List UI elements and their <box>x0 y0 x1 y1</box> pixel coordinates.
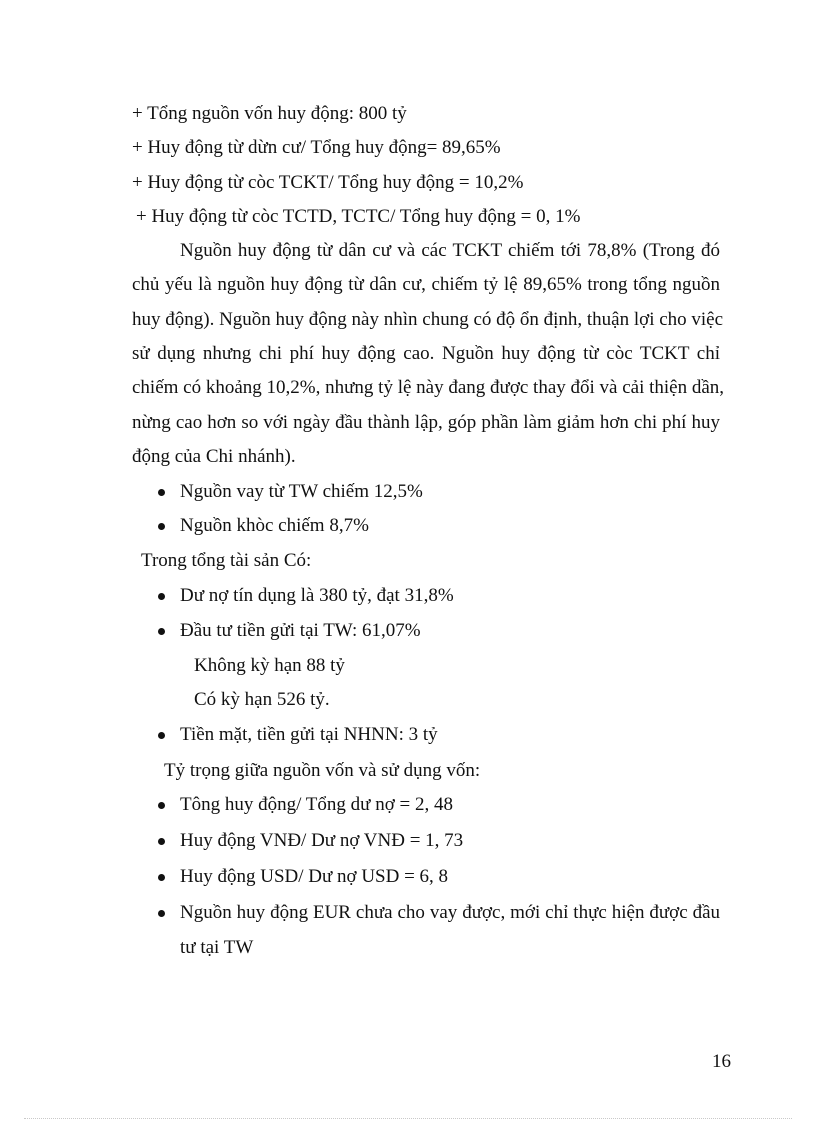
bullet-icon <box>158 593 165 600</box>
summary-line: + Huy động từ còc TCKT/ Tổng huy động = 10,2% <box>132 172 524 193</box>
list-item: Nguồn vay từ TW chiếm 12,5% <box>180 481 423 502</box>
paragraph-line: nừng cao hơn so với ngày đầu thành lập, góp phần làm giảm hơn chi phí huy <box>132 412 720 433</box>
section-heading: Tỷ trọng giữa nguồn vốn và sử dụng vốn: <box>164 760 481 781</box>
bullet-icon <box>158 874 165 881</box>
list-item: Nguồn huy động EUR chưa cho vay được, mới chỉ thực hiện được đầu <box>180 902 720 923</box>
list-item-continuation: tư tại TW <box>180 937 254 958</box>
summary-line: + Tổng nguồn vốn huy động: 800 tỷ <box>132 103 407 124</box>
list-item: Huy động VNĐ/ Dư nợ VNĐ = 1, 73 <box>180 830 464 851</box>
bullet-icon <box>158 802 165 809</box>
paragraph-line: động của Chi nhánh). <box>132 446 296 467</box>
bullet-icon <box>158 838 165 845</box>
paragraph-line: chủ yếu là nguồn huy động từ dân cư, chiếm tỷ lệ 89,65% trong tổng nguồn <box>132 274 720 295</box>
paragraph-line: Nguồn huy động từ dân cư và các TCKT chiếm tới 78,8% (Trong đó <box>180 240 720 261</box>
section-heading: Trong tổng tài sản Có: <box>141 550 312 571</box>
list-item: Tông huy động/ Tổng dư nợ = 2, 48 <box>180 794 453 815</box>
bullet-icon <box>158 489 165 496</box>
summary-line: + Huy động từ dừn cư/ Tổng huy động= 89,65% <box>132 137 501 158</box>
bullet-icon <box>158 628 165 635</box>
list-item: Huy động USD/ Dư nợ USD = 6, 8 <box>180 866 449 887</box>
sub-item: Không kỳ hạn 88 tỷ <box>194 655 345 676</box>
paragraph-line: chiếm có khoảng 10,2%, nhưng tỷ lệ này đang được thay đổi và cải thiện dần, <box>132 377 725 398</box>
paragraph-line: sử dụng nhưng chi phí huy động cao. Nguồn huy động từ còc TCKT chỉ <box>132 343 720 364</box>
list-item: Nguồn khòc chiếm 8,7% <box>180 515 369 536</box>
list-item: Tiền mặt, tiền gửi tại NHNN: 3 tỷ <box>180 724 438 745</box>
list-item: Dư nợ tín dụng là 380 tỷ, đạt 31,8% <box>180 585 454 606</box>
summary-line: + Huy động từ còc TCTD, TCTC/ Tổng huy động = 0, 1% <box>136 206 581 227</box>
footer-divider <box>24 1118 792 1119</box>
bullet-icon <box>158 523 165 530</box>
bullet-icon <box>158 910 165 917</box>
bullet-icon <box>158 732 165 739</box>
sub-item: Có kỳ hạn 526 tỷ. <box>194 689 330 710</box>
page-number: 16 <box>712 1051 731 1072</box>
list-item: Đầu tư tiền gửi tại TW: 61,07% <box>180 620 421 641</box>
paragraph-line: huy động). Nguồn huy động này nhìn chung có độ ổn định, thuận lợi cho việc <box>132 309 724 330</box>
